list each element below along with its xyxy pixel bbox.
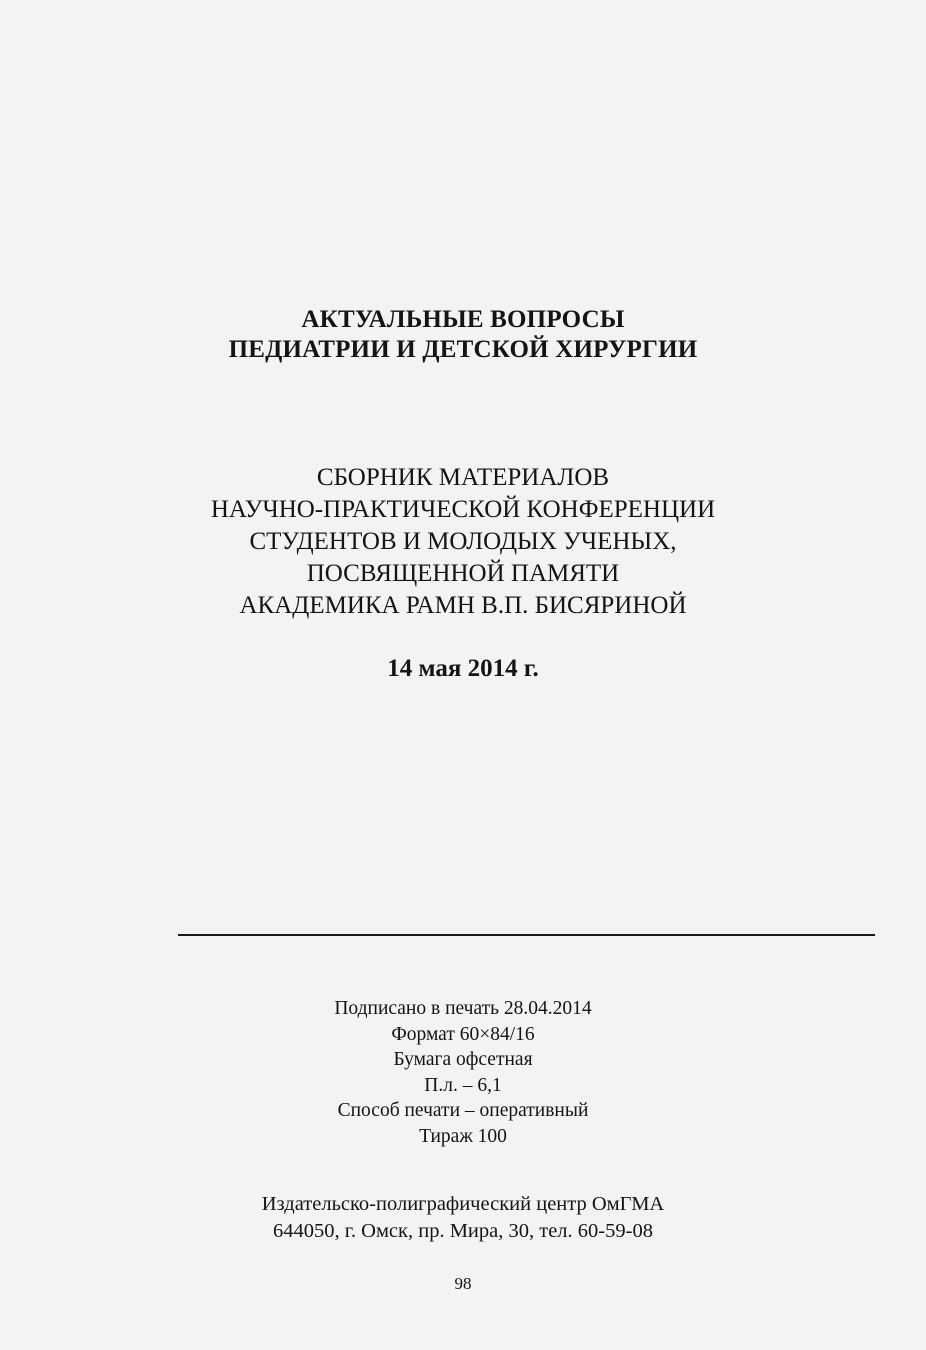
imprint-format: Формат 60×84/16	[391, 1023, 535, 1045]
publisher-name: Издательско-полиграфический центр ОмГМА	[261, 1193, 665, 1215]
subtitle-line-1: СБОРНИК МАТЕРИАЛОВ	[316, 464, 610, 491]
imprint-run: Тираж 100	[419, 1125, 507, 1147]
subtitle-line-2: НАУЧНО-ПРАКТИЧЕСКОЙ КОНФЕРЕНЦИИ	[210, 496, 716, 523]
subtitle-line-5: АКАДЕМИКА РАМН В.П. БИСЯРИНОЙ	[239, 592, 687, 619]
publisher-address: 644050, г. Омск, пр. Мира, 30, тел. 60-59-08	[273, 1220, 653, 1242]
document-subtitle	[0, 462, 926, 622]
horizontal-divider	[178, 934, 875, 936]
title-line-2: ПЕДИАТРИИ И ДЕТСКОЙ ХИРУРГИИ	[228, 336, 698, 363]
subtitle-line-4: ПОСВЯЩЕННОЙ ПАМЯТИ	[306, 560, 620, 587]
imprint-paper: Бумага офсетная	[393, 1049, 533, 1070]
imprint-block	[0, 996, 926, 1149]
conference-date: 14 мая 2014 г.	[387, 655, 539, 682]
publisher-block	[0, 1191, 926, 1245]
document-title	[0, 305, 926, 365]
subtitle-line-3: СТУДЕНТОВ И МОЛОДЫХ УЧЕНЫХ,	[249, 528, 677, 555]
imprint-signed: Подписано в печать 28.04.2014	[334, 998, 592, 1019]
page-number: 98	[454, 1274, 472, 1293]
imprint-printing: Способ печати – оперативный	[337, 1100, 589, 1121]
title-line-1: АКТУАЛЬНЫЕ ВОПРОСЫ	[301, 306, 625, 333]
imprint-sheets: П.л. – 6,1	[424, 1074, 502, 1096]
